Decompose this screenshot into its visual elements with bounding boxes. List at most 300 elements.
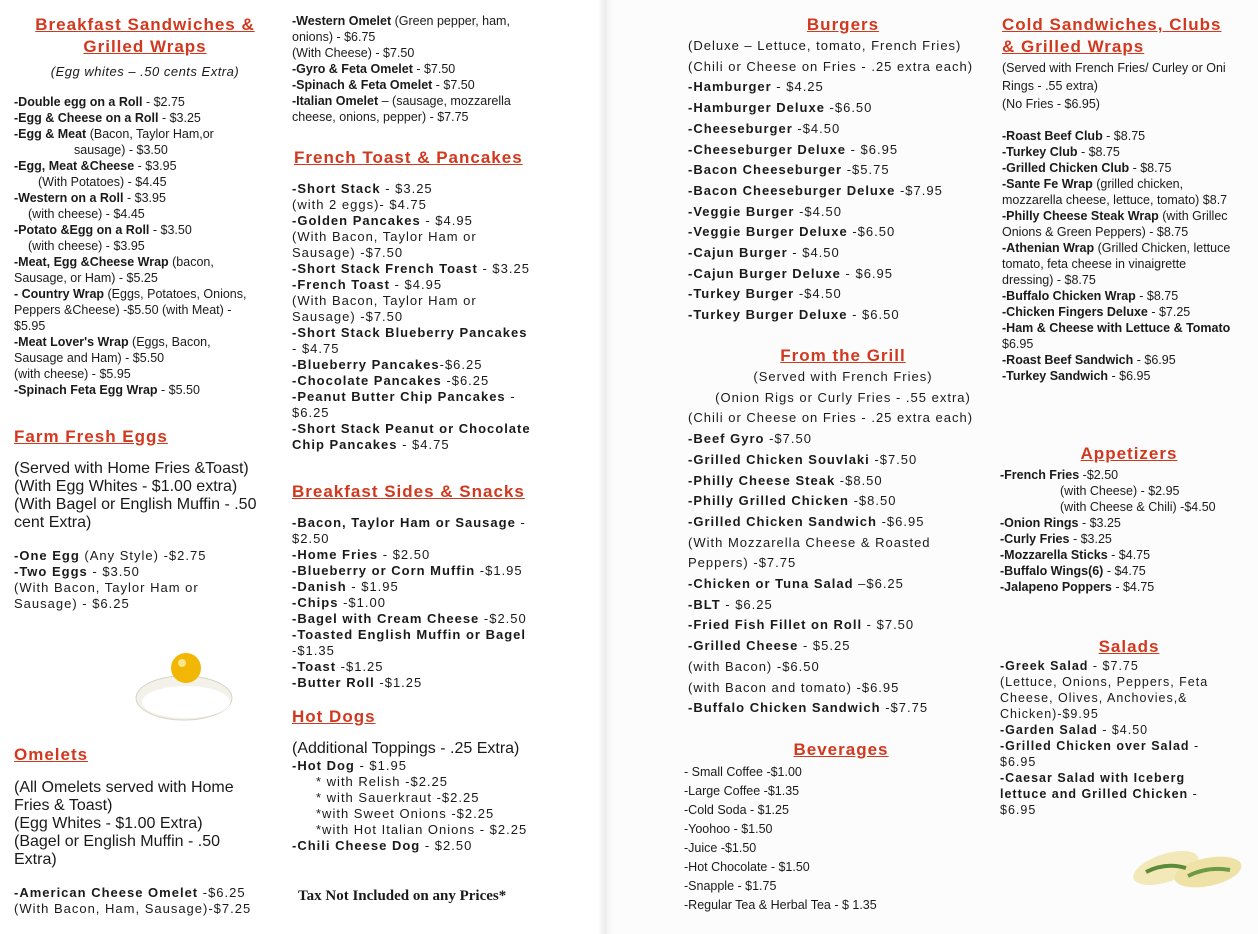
menu-item [1000,786,1258,802]
menu-item-name: -Philly Cheese Steak [688,472,836,488]
menu-item [1002,368,1258,384]
menu-item-detail: - $3.25 [158,111,201,125]
menu-item [14,110,276,126]
menu-item: (with Bacon and tomato) -$6.95 [688,679,900,695]
menu-item-detail: - $5.50 [157,383,200,397]
menu-item: Sausage) - $6.25 [14,596,130,611]
menu-item: -Cold Soda - $1.25 [684,803,789,817]
omelets-section [14,744,276,917]
menu-item-name: -Fried Fish Fillet on Roll [688,617,863,633]
menu-item-detail: - $4.75 [397,437,450,452]
menu-item-name: -Chocolate Pancakes [292,373,442,388]
menu-item [688,77,998,98]
menu-item: *with Hot Italian Onions - $2.25 [316,822,528,837]
menu-item-detail: - $3.25 [477,261,530,276]
section-title: Hot Dogs [292,707,376,726]
menu-item: - $4.75 [292,341,340,356]
menu-item [14,286,276,302]
menu-item: (with cheese) - $4.45 [28,207,145,221]
menu-item-detail: -$1.00 [338,595,386,610]
item-list [688,429,998,719]
menu-item: Peppers &Cheese) -$5.50 (with Meat) - [14,303,232,317]
note-line: (No Fries - $6.95) [1002,97,1100,111]
menu-item [688,284,998,305]
menu-item: -Juice -$1.50 [684,841,757,855]
menu-item [14,548,276,564]
note-line: (All Omelets served with Home [14,779,234,796]
menu-item: (with Cheese) - $2.95 [1060,484,1180,498]
menu-item-name: -Bacon Cheeseburger [688,162,843,178]
note-line: Fries & Toast) [14,797,113,814]
menu-item [688,429,998,450]
menu-item-name: -Bacon, Taylor Ham or Sausage [292,515,516,530]
item-list [292,758,582,854]
menu-item [292,13,582,29]
menu-item: (With Mozzarella Cheese & Roasted [688,534,931,550]
menu-item-name: -Roast Beef Sandwich [1002,353,1134,367]
menu-item-detail: - $1.95 [354,758,407,773]
menu-item: Sausage) -$7.50 [292,245,404,260]
menu-item-detail: - $7.25 [1147,305,1191,319]
menu-item [688,471,998,492]
menu-item-detail: -$6.50 [824,100,873,116]
menu-item-name: -Chips [292,595,339,610]
menu-item-detail: - $4.95 [390,277,443,292]
section-notes [14,460,276,532]
section-note: (Additional Toppings - .25 Extra) [292,740,520,757]
menu-item: sausage) - $3.50 [74,143,168,157]
menu-item: Sausage, or Ham) - $5.25 [14,271,158,285]
menu-item-detail: - $3.25 [1069,532,1112,546]
menu-item-name: -Short Stack Peanut or Chocolate [292,421,531,436]
menu-item-detail: - $4.25 [771,79,824,95]
menu-item [688,243,998,264]
beverages-section [684,739,998,915]
section-title: French Toast & Pancakes [294,148,523,167]
menu-item [1002,320,1258,336]
menu-item [688,140,998,161]
menu-item-detail: -$7.95 [895,182,943,198]
menu-item-name: -Double egg on a Roll [14,95,143,109]
menu-item-detail: - $1.95 [346,579,399,594]
menu-item-detail: -$4.50 [794,203,842,219]
menu-item-name: -Curly Fries [1000,532,1070,546]
menu-item-detail: -$5.75 [842,162,890,178]
menu-item-detail: (bacon, [168,255,214,269]
menu-item-name: -Caesar Salad with Iceberg [1000,771,1186,785]
menu-item-detail: - [1189,739,1200,753]
menu-item-name: -Grilled Chicken Sandwich [688,513,877,529]
menu-item [1000,531,1258,547]
menu-item-detail: - $3.25 [380,181,433,196]
menu-item: Cheese, Olives, Anchovies,& [1000,691,1188,705]
item-list [14,94,276,398]
menu-item-detail: - $7.50 [412,62,456,76]
menu-item-name: -Home Fries [292,547,379,562]
menu-item [688,119,998,140]
menu-item: Peppers) -$7.75 [688,555,797,571]
menu-item [688,615,998,636]
menu-item-name: -Short Stack French Toast [292,261,478,276]
menu-item [292,373,582,389]
note-line: Extra) [14,851,57,868]
menu-item-detail: - $4.75 [1111,580,1155,594]
section-title: Omelets [14,745,89,764]
menu-item-detail: (with Grillec [1158,209,1228,223]
menu-item: (With Bacon, Taylor Ham or [292,229,477,244]
menu-item-name: -Mozzarella Sticks [1000,548,1108,562]
menu-item: -Large Coffee -$1.35 [684,784,800,798]
note-line: (Onion Rigs or Curly Fries - .55 extra) [715,389,971,405]
section-title: Breakfast Sandwiches & [35,15,255,34]
menu-item-detail: - $4.75 [1103,564,1146,578]
menu-item-detail: - $2.75 [142,95,185,109]
menu-item [292,357,582,373]
menu-item [14,382,276,398]
menu-item: (With Bacon, Taylor Ham or [292,293,477,308]
menu-item-detail: -$4.50 [794,286,842,302]
menu-item [292,547,582,563]
menu-item-name: -Buffalo Wings(6) [1000,564,1104,578]
menu-item: (With Bacon, Taylor Ham or [14,580,199,595]
menu-item-name: -Peanut Butter Chip Pancakes [292,389,506,404]
farm-fresh-eggs-section [14,426,276,612]
menu-item [1002,240,1258,256]
menu-item-detail: -$6.25 [198,885,246,900]
section-title: Farm Fresh Eggs [14,427,168,446]
menu-item-detail: - $6.95 [846,141,899,157]
menu-item [1002,208,1258,224]
menu-item-name: lettuce and Grilled Chicken [1000,787,1189,801]
menu-item: Sausage) -$7.50 [292,309,404,324]
menu-item: -Hot Chocolate - $1.50 [684,860,810,874]
menu-item [292,563,582,579]
appetizers-section [1000,443,1258,595]
menu-item: Sausage and Ham) - $5.50 [14,351,165,365]
menu-item-detail: - $8.75 [1077,145,1120,159]
note-line: (With Bagel or English Muffin - .50 [14,496,257,513]
menu-item [292,838,582,854]
menu-item-name: -Short Stack Blueberry Pancakes [292,325,528,340]
menu-item-name: -Cajun Burger [688,245,788,261]
menu-item [688,181,998,202]
menu-item-detail: - [505,389,516,404]
menu-item-name: -Meat Lover's Wrap [14,335,129,349]
menu-item-name: -Garden Salad [1000,723,1098,737]
menu-item-name: -Western Omelet [292,14,392,28]
menu-item: (with Cheese & Chili) -$4.50 [1060,500,1216,514]
menu-item-name: -Bacon Cheeseburger Deluxe [688,182,896,198]
menu-item-detail: -$1.95 [475,563,523,578]
menu-item [1002,352,1258,368]
menu-item-name: -Grilled Chicken Club [1002,161,1130,175]
menu-item-name: -Jalapeno Poppers [1000,580,1112,594]
menu-item-detail: - $4.50 [787,245,840,261]
menu-item [688,636,998,657]
menu-item: (with 2 eggs)- $4.75 [292,197,427,212]
menu-item-name: -Egg, Meat &Cheese [14,159,135,173]
menu-item [292,389,582,405]
menu-item-detail: –$6.25 [853,576,904,592]
section-title: Breakfast Sides & Snacks [292,482,525,501]
menu-item-detail: - $6.95 [1108,369,1151,383]
menu-item-name: -Hot Dog [292,758,355,773]
note-line: (With Egg Whites - $1.00 extra) [14,478,238,495]
menu-item-name: -Italian Omelet [292,94,379,108]
section-note: (Egg whites – .50 cents Extra) [50,64,240,79]
section-notes [14,779,276,869]
menu-item [688,595,998,616]
menu-item: (with cheese) - $3.95 [28,239,145,253]
item-list [1000,658,1258,818]
menu-item-name: -American Cheese Omelet [14,885,199,900]
menu-item-name: -Bagel with Cream Cheese [292,611,480,626]
menu-item [688,450,998,471]
menu-item-name: -Potato &Egg on a Roll [14,223,150,237]
menu-item-name: Chip Pancakes [292,437,398,452]
menu-item-name: -Danish [292,579,347,594]
menu-item-name: -Onion Rings [1000,516,1079,530]
menu-item [1000,738,1258,754]
menu-item [14,885,276,901]
note-line: Rings - .55 extra) [1002,79,1098,93]
menu-item: -$1.35 [292,643,335,658]
omelets-continued-list [292,13,582,125]
menu-item-name: -Western on a Roll [14,191,124,205]
menu-item [14,158,276,174]
menu-item [688,574,998,595]
menu-item: $6.95 [1000,803,1037,817]
menu-item [688,264,998,285]
menu-item [1000,770,1258,786]
item-list [14,885,276,917]
note-line: (Bagel or English Muffin - .50 [14,833,221,850]
menu-item-name: -Athenian Wrap [1002,241,1095,255]
section-title: Cold Sandwiches, Clubs [1002,15,1222,34]
note-line: (Deluxe – Lettuce, tomato, French Fries) [688,38,962,53]
menu-item-name: -Blueberry or Corn Muffin [292,563,476,578]
menu-item-detail: -$6.95 [876,513,925,529]
menu-item [292,277,582,293]
menu-item [1002,160,1258,176]
menu-item-name: -BLT [688,596,721,612]
menu-item: (With Cheese) - $7.50 [292,46,415,60]
menu-item-name: -One Egg [14,548,80,563]
menu-item-detail: -$1.25 [374,675,423,690]
menu-item [1000,467,1258,483]
menu-item-name: -Cajun Burger Deluxe [688,265,841,281]
menu-item-name: -Turkey Burger [688,286,795,302]
menu-item: $6.95 [1000,755,1037,769]
menu-item-name: -Buffalo Chicken Wrap [1002,289,1136,303]
menu-item-name: -Beef Gyro [688,431,765,447]
section-notes [688,36,998,77]
menu-item-name: -Meat, Egg &Cheese Wrap [14,255,169,269]
note-line: cent Extra) [14,514,92,531]
menu-item-detail: - $4.95 [420,213,473,228]
menu-item [292,77,582,93]
menu-item-detail: - [515,515,526,530]
menu-item-detail: - [1188,787,1198,801]
from-the-grill-section [688,345,998,719]
menu-item-detail: (Green pepper, ham, [391,14,510,28]
menu-item-name: -Blueberry Pancakes [292,357,440,372]
menu-item-name: -Grilled Chicken over Salad [1000,739,1190,753]
menu-item-name: -Turkey Burger Deluxe [688,307,848,323]
menu-item-name: -French Toast [292,277,390,292]
menu-item: dressing) - $8.75 [1002,273,1096,287]
menu-item [292,627,582,643]
menu-item: -Regular Tea & Herbal Tea - $ 1.35 [684,898,877,912]
menu-item-detail: -$6.25 [441,373,490,388]
breakfast-sandwiches-section [14,14,276,398]
menu-item [1000,722,1258,738]
fried-egg-icon [124,648,254,728]
section-notes [1002,59,1258,113]
menu-item-name: -Two Eggs [14,564,88,579]
menu-item [688,202,998,223]
menu-item-detail: -$7.50 [764,431,812,447]
menu-item [1002,288,1258,304]
menu-item [14,222,276,238]
section-title-line2: & Grilled Wraps [1002,37,1145,56]
menu-item [292,61,582,77]
hot-dogs-section [292,706,582,854]
menu-item-detail: (Eggs, Bacon, [128,335,211,349]
note-line: (Served with French Fries/ Curley or Oni [1002,61,1226,75]
item-list [688,77,998,325]
menu-item-detail: - $7.75 [1088,659,1139,673]
cold-sandwiches-section [1002,14,1258,384]
menu-item-name: -Cheeseburger [688,120,793,136]
menu-item-name: - Country Wrap [14,287,105,301]
note-line: (Chili or Cheese on Fries - .25 extra each) [688,58,974,74]
menu-item-name: -Veggie Burger [688,203,795,219]
menu-item [688,491,998,512]
item-list [684,763,998,915]
menu-item: $6.95 [1002,337,1034,351]
section-title: Beverages [793,740,889,759]
menu-item-detail: - $8.75 [1135,289,1179,303]
menu-item-name: -Philly Cheese Steak Wrap [1002,209,1159,223]
menu-item-detail: (Grilled Chicken, lettuce [1094,241,1231,255]
menu-item-name: -Toasted English Muffin or Bagel [292,627,526,642]
menu-item-detail: -$4.50 [792,120,841,136]
menu-item-detail: - $3.95 [134,159,177,173]
menu-item-detail: -$6.25 [439,357,483,372]
menu-item-detail: -$1.25 [336,659,384,674]
menu-item [292,579,582,595]
menu-item [688,98,998,119]
menu-item: mozzarella cheese, lettuce, tomato) $8.7 [1002,193,1228,207]
menu-item [14,254,276,270]
menu-item: * with Sauerkraut -$2.25 [316,790,480,805]
menu-item-detail: - $3.50 [87,564,140,579]
menu-item: Onions & Green Peppers) - $8.75 [1002,225,1189,239]
menu-item-detail: - $4.50 [1097,723,1149,737]
menu-item-detail: - $5.25 [798,638,851,654]
menu-item-detail: - $3.25 [1078,516,1121,530]
note-line: (Served with Home Fries &Toast) [14,460,249,477]
breakfast-sides-section [292,481,582,691]
menu-item [1002,176,1258,192]
menu-item [1000,563,1258,579]
menu-item-name: -Greek Salad [1000,659,1089,673]
item-list [1002,128,1258,384]
menu-item: (With Bacon, Ham, Sausage)-$7.25 [14,901,252,916]
menu-item-detail: (grilled chicken, [1092,177,1184,191]
burgers-section [688,14,998,326]
menu-item-name: -Egg & Cheese on a Roll [14,111,159,125]
menu-item [688,305,998,326]
menu-item [292,675,582,691]
menu-item [292,181,582,197]
menu-item-detail: - $3.95 [123,191,166,205]
menu-item: (with Bacon) -$6.50 [688,658,820,674]
menu-item-detail: - $7.50 [862,617,915,633]
menu-item-detail: - $2.50 [378,547,431,562]
menu-item-detail: - $6.25 [720,596,773,612]
section-notes [688,367,998,408]
menu-item [1002,144,1258,160]
menu-item [1000,515,1258,531]
menu-item [1002,304,1258,320]
menu-item: - Small Coffee -$1.00 [684,765,802,779]
note-line: (Egg Whites - $1.00 Extra) [14,815,203,832]
menu-item: (Lettuce, Onions, Peppers, Feta [1000,675,1209,689]
menu-item [688,512,998,533]
menu-item [292,595,582,611]
menu-item-detail: -$8.50 [835,472,883,488]
menu-item-name: -Veggie Burger Deluxe [688,224,848,240]
menu-item-name: -Philly Grilled Chicken [688,493,849,509]
section-note: (Chili or Cheese on Fries - .25 extra each) [688,410,974,426]
menu-item-name: -Short Stack [292,181,381,196]
menu-item-name: -Spinach Feta Egg Wrap [14,383,158,397]
menu-item-name: -Gyro & Feta Omelet [292,62,413,76]
menu-item-name: -Egg & Meat [14,127,87,141]
section-title: From the Grill [780,346,906,365]
menu-item-detail: - $7.50 [432,78,475,92]
menu-item [14,190,276,206]
item-list [292,515,582,691]
menu-item-detail: -$7.50 [869,451,918,467]
menu-item [688,698,998,719]
menu-item: cheese, onions, pepper) - $7.75 [292,110,469,124]
menu-item [14,94,276,110]
menu-item [292,421,582,437]
note-line: (Served with French Fries) [753,369,933,384]
menu-item [1000,658,1258,674]
menu-item [1000,579,1258,595]
menu-item [14,334,276,350]
menu-item-detail: - $6.95 [840,265,894,281]
menu-item: Chicken)-$9.95 [1000,707,1099,721]
menu-item: (with cheese) - $5.95 [14,367,131,381]
menu-item-detail: -$2.50 [479,611,527,626]
menu-item: -Yoohoo - $1.50 [684,822,773,836]
menu-item [292,261,582,277]
menu-item-detail: (Any Style) -$2.75 [79,548,207,563]
menu-item-detail: (Bacon, Taylor Ham,or [86,127,214,141]
menu-item [1000,547,1258,563]
item-list [1000,467,1258,595]
menu-item-name: -Cheeseburger Deluxe [688,141,846,157]
section-title: Burgers [806,15,880,34]
section-title: Appetizers [1080,444,1178,463]
menu-item [688,222,998,243]
menu-item-name: -Sante Fe Wrap [1002,177,1093,191]
